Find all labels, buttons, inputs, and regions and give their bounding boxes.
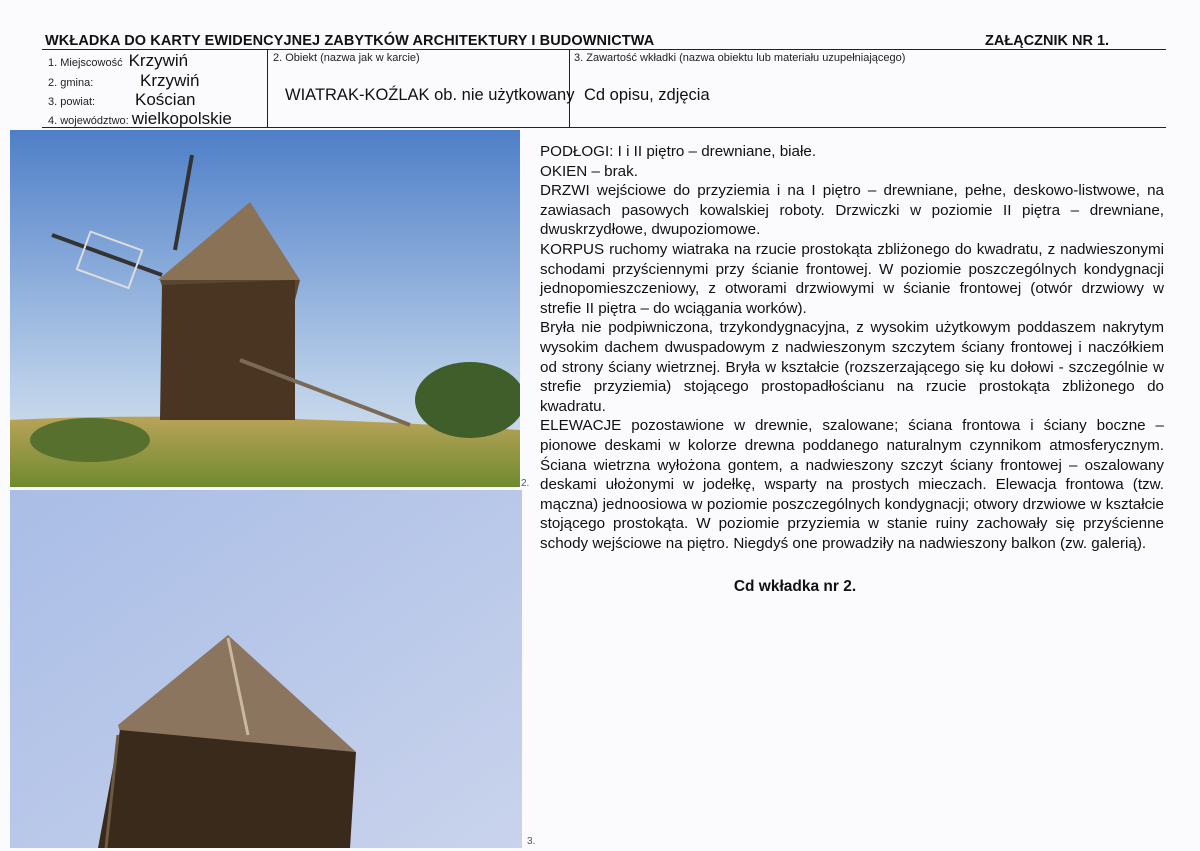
paragraph-doors: DRZWI wejściowe do przyziemia i na I piętro – drewniane, pełne, deskowo-listwowe, na zawiasach pasowych kowalskiej roboty. Drzwiczki w poziomie II piętra – drewniane, dwuskrzydłowe, dwupoziomowe. (540, 182, 1164, 239)
powiat-label: 3. powiat: (48, 96, 96, 108)
paragraph-elevations: ELEWACJE pozostawione w drewnie, szalowane; ściana frontowa i ściany boczne – pionowe deskami w kolorze drewna poddanego naturalnym czynnikom atmosferycznym. Ściana wietrzna wyłożona gontem, a nadwieszony szczyt ściany frontowej – oszalowany deskami ułożonymi w jodełkę, wsparty na prostych mieczach. Elewacja frontowa (tzw. mączna) jednoosiowa w poziomie poszczególnych kondygnacji; otwory drzwiowe w kształcie stojącego prostokąta. W poziomie przyziemia w stanie ruiny zachowały się przyścienne schody wejściowe na piętro. Niegdyś one prowadziły na nadwieszony balkon (zw. galerią). (540, 417, 1164, 552)
contents-value: Cd opisu, zdjęcia (584, 86, 710, 104)
windmill-photo-2 (10, 490, 522, 848)
paragraph-windows: OKIEN – brak. (540, 162, 638, 180)
contents-label: 3. Zawartość wkładki (nazwa obiektu lub materiału uzupełniającego) (574, 52, 906, 64)
object-label: 2. Obiekt (nazwa jak w karcie) (273, 52, 420, 64)
divider (42, 49, 1166, 50)
wojewodztwo-value: wielkopolskie (131, 109, 232, 128)
wojewodztwo-label: 4. województwo: (48, 115, 129, 127)
page-mark: 3. (527, 836, 536, 847)
page-mark: 2. (521, 478, 530, 489)
description-text (540, 142, 1164, 553)
gmina-label: 2. gmina: (48, 77, 94, 89)
annex-number: ZAŁĄCZNIK NR 1. (985, 33, 1110, 49)
miejscowosc-label: 1. Miejscowość (48, 57, 123, 69)
paragraph-floors: PODŁOGI: I i II piętro – drewniane, białe. (540, 143, 817, 160)
continuation-note: Cd wkładka nr 2. (733, 578, 857, 595)
windmill-photo-1 (10, 130, 520, 487)
powiat-value: Kościan (135, 90, 196, 109)
paragraph-mass: Bryła nie podpiwniczona, trzykondygnacyjna, z wysokim użytkowym poddaszem nakrytym wysokim dachem dwuspadowym z nadwieszonym szczytem ściany frontowej i naczółkiem od strony ściany wietrznej. Bryła w kształcie (rozszerzającego się ku dołowi - szczególnie w strefie przyziemia) stojącego prostopadłościanu na rzucie prostokąta zbliżonego do kwadratu. (540, 319, 1164, 415)
document-title: WKŁADKA DO KARTY EWIDENCYJNEJ ZABYTKÓW ARCHITEKTURY I BUDOWNICTWA (45, 33, 655, 49)
divider (267, 49, 268, 128)
gmina-value: Krzywiń (140, 71, 200, 90)
object-value: WIATRAK-KOŹLAK ob. nie użytkowany (285, 86, 575, 104)
paragraph-body: KORPUS ruchomy wiatraka na rzucie prostokąta zbliżonego do kwadratu, z nadwieszonymi schodami przyściennymi przy ścianie frontowej. W poziomie poszczególnych kondygnacji jednopomieszczeniowy, z otworami drzwiowymi w ścianie frontowej (otwór drzwiowy w strefie II piętra – do wciągania worków). (540, 240, 1164, 317)
miejscowosc-value: Krzywiń (128, 51, 189, 70)
